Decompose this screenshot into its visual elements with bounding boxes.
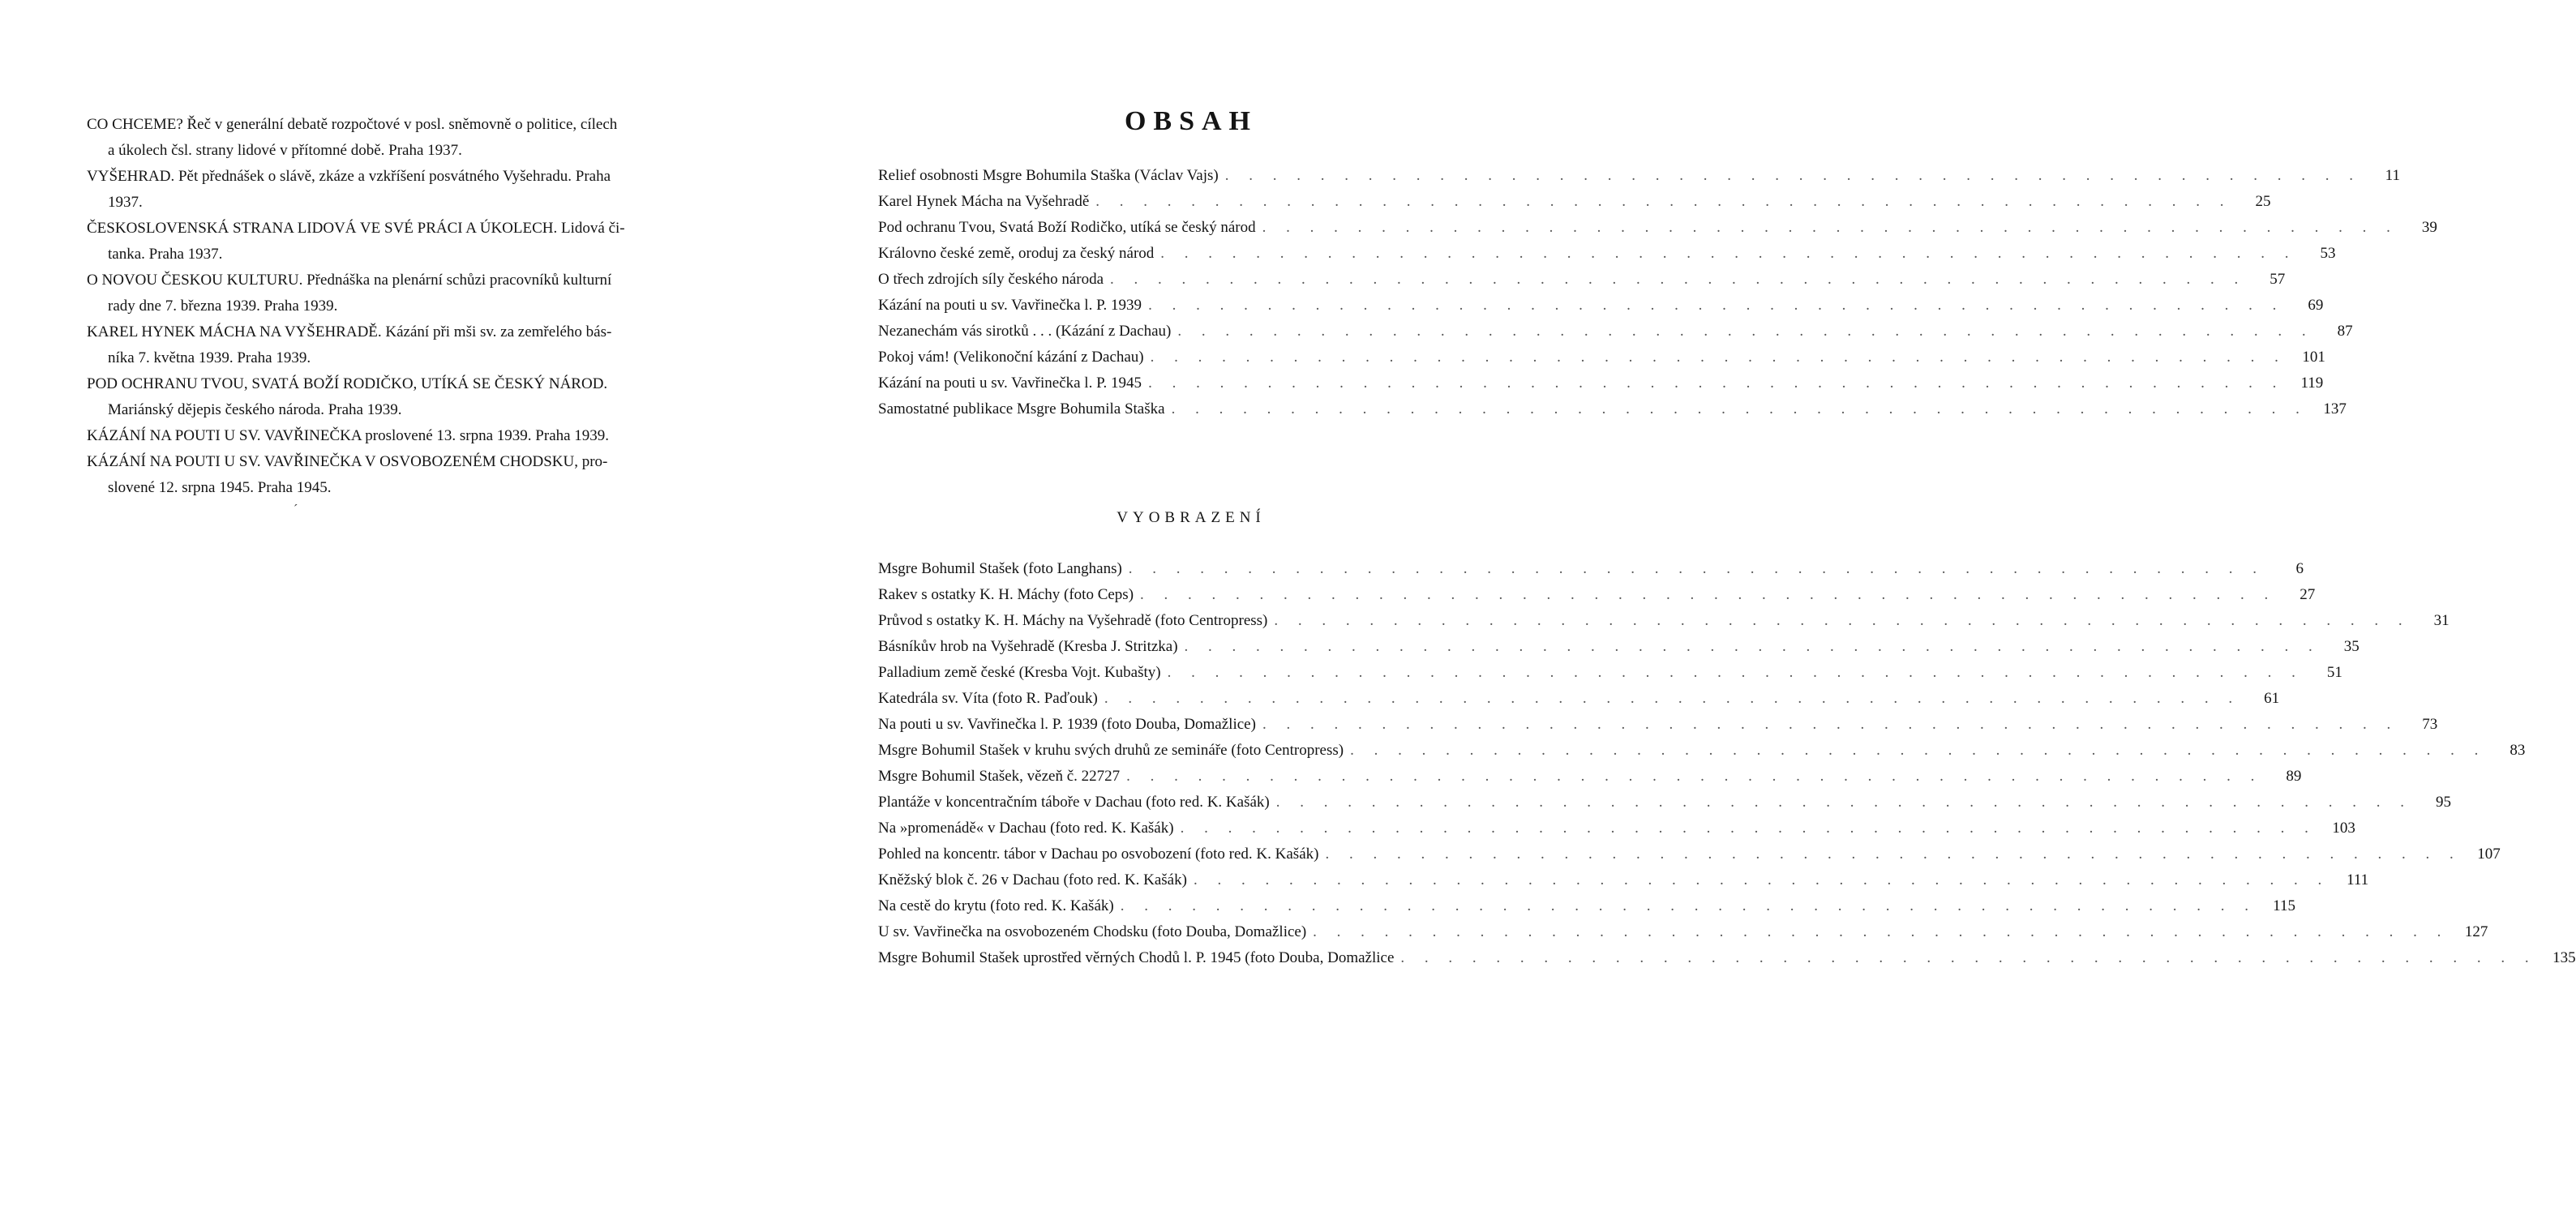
publication-list xyxy=(87,112,711,501)
entry-title: Královno české země, oroduj za český národ xyxy=(878,245,1155,262)
entry-title: Msgre Bohumil Stašek v kruhu svých druhů ze semináře (foto Centropress) xyxy=(878,742,1344,759)
page-number: 107 xyxy=(2477,846,2501,863)
dot-leader xyxy=(1306,919,2449,945)
figure-entry xyxy=(878,738,2526,764)
figure-entry xyxy=(878,556,2304,582)
publication-entry xyxy=(87,216,711,268)
publication-line-cont: 1937. xyxy=(108,194,143,211)
left-page xyxy=(87,112,711,516)
entry-title: Kázání na pouti u sv. Vavřinečka l. P. 1945 xyxy=(878,375,1142,392)
page-number: 6 xyxy=(2295,560,2304,577)
entry-title: Msgre Bohumil Stašek, vězeň č. 22727 xyxy=(878,768,1121,785)
page-number: 127 xyxy=(2464,923,2488,940)
figure-entry xyxy=(878,841,2501,867)
dot-leader xyxy=(1142,370,2284,396)
publication-entry xyxy=(87,164,711,216)
dot-leader xyxy=(1154,241,2296,267)
publication-line: KAREL HYNEK MÁCHA NA VYŠEHRADĚ. Kázání při mši sv. za zemřelého bás- xyxy=(87,323,612,340)
page-number: 11 xyxy=(2385,167,2400,184)
page-number: 115 xyxy=(2273,897,2295,914)
publication-line: KÁZÁNÍ NA POUTI U SV. VAVŘINEČKA V OSVOBOZENÉM CHODSKU, pro- xyxy=(87,453,608,470)
publication-line: O NOVOU ČESKOU KULTURU. Přednáška na plenární schůzi pracovníků kulturní xyxy=(87,272,612,289)
dot-leader xyxy=(1142,293,2284,319)
page-number: 73 xyxy=(2422,716,2438,733)
publication-line: CO CHCEME? Řeč v generální debatě rozpočtové v posl. sněmovně o politice, cílech xyxy=(87,116,618,133)
contents-entry xyxy=(878,267,2286,293)
entry-title: Pokoj vám! (Velikonoční kázání z Dachau) xyxy=(878,349,1144,366)
figure-entry xyxy=(878,712,2438,738)
publication-line-cont: tanka. Praha 1937. xyxy=(108,246,223,263)
stray-mark: ´ xyxy=(294,503,298,516)
figure-entry xyxy=(878,816,2355,841)
page-number: 137 xyxy=(2323,400,2347,417)
entry-title: Msgre Bohumil Stašek uprostřed věrných Chodů l. P. 1945 (foto Douba, Domažlice xyxy=(878,949,1395,966)
page-number: 35 xyxy=(2343,638,2360,655)
page-number: 83 xyxy=(2510,742,2526,759)
entry-title: Plantáže v koncentračním táboře v Dachau (foto red. K. Kašák) xyxy=(878,794,1270,811)
publication-entry xyxy=(87,449,711,501)
dot-leader xyxy=(1344,738,2486,764)
figure-entry xyxy=(878,608,2450,634)
figure-entry xyxy=(878,893,2295,919)
page-number: 27 xyxy=(2300,586,2316,603)
dot-leader xyxy=(1089,189,2231,215)
contents-entry xyxy=(878,319,2353,345)
page-number: 39 xyxy=(2421,219,2437,236)
contents-entry xyxy=(878,215,2437,241)
entry-title: Kněžský blok č. 26 v Dachau (foto red. K. Kašák) xyxy=(878,871,1187,888)
page-number: 87 xyxy=(2337,323,2353,340)
dot-leader xyxy=(1267,608,2410,634)
contents-title: OBSAH xyxy=(1124,106,1258,136)
page-number: 103 xyxy=(2332,820,2355,837)
figure-entry xyxy=(878,790,2451,816)
entry-title: Karel Hynek Mácha na Vyšehradě xyxy=(878,193,1090,210)
entry-title: Na pouti u sv. Vavřinečka l. P. 1939 (foto Douba, Domažlice) xyxy=(878,716,1256,733)
publication-line: KÁZÁNÍ NA POUTI U SV. VAVŘINEČKA proslovené 13. srpna 1939. Praha 1939. xyxy=(87,427,610,444)
dot-leader xyxy=(1122,556,2265,582)
figures-list xyxy=(878,556,2576,971)
publication-line-cont: rady dne 7. března 1939. Praha 1939. xyxy=(108,298,338,315)
entry-title: Básníkův hrob na Vyšehradě (Kresba J. Stritzka) xyxy=(878,638,1178,655)
publication-line-cont: Mariánský dějepis českého národa. Praha 1939. xyxy=(108,401,402,418)
page-number: 69 xyxy=(2308,297,2324,314)
publication-entry xyxy=(87,319,711,371)
figure-entry xyxy=(878,867,2369,893)
entry-title: Pohled na koncentr. tábor v Dachau po osvobození (foto red. K. Kašák) xyxy=(878,846,1319,863)
page-number: 31 xyxy=(2433,612,2450,629)
contents-entry xyxy=(878,163,2400,189)
page-number: 89 xyxy=(2286,768,2302,785)
publication-entry xyxy=(87,112,711,164)
page-number: 25 xyxy=(2255,193,2271,210)
contents-entry xyxy=(878,241,2336,267)
figure-entry xyxy=(878,660,2342,686)
dot-leader xyxy=(1394,945,2536,971)
publication-line: VYŠEHRAD. Pět přednášek o slávě, zkáze a vzkříšení posvátného Vyšehradu. Praha xyxy=(87,168,611,185)
entry-title: Samostatné publikace Msgre Bohumila Staška xyxy=(878,400,1165,417)
page-number: 135 xyxy=(2552,949,2576,966)
entry-title: Pod ochranu Tvou, Svatá Boží Rodičko, utíká se český národ xyxy=(878,219,1256,236)
entry-title: Kázání na pouti u sv. Vavřinečka l. P. 1939 xyxy=(878,297,1142,314)
dot-leader xyxy=(1178,634,2321,660)
contents-list xyxy=(878,163,2437,422)
publication-line-cont: slovené 12. srpna 1945. Praha 1945. xyxy=(108,479,332,496)
publication-line: POD OCHRANU TVOU, SVATÁ BOŽÍ RODIČKO, UTÍKÁ SE ČESKÝ NÁROD. xyxy=(87,375,608,392)
dot-leader xyxy=(1104,267,2246,293)
dot-leader xyxy=(1165,396,2308,422)
entry-title: Msgre Bohumil Stašek (foto Langhans) xyxy=(878,560,1122,577)
entry-title: Palladium země české (Kresba Vojt. Kubašty) xyxy=(878,664,1161,681)
publication-entry xyxy=(87,423,711,449)
page-number: 101 xyxy=(2302,349,2325,366)
publication-line-cont: níka 7. května 1939. Praha 1939. xyxy=(108,349,311,366)
dot-leader xyxy=(1171,319,2313,345)
page-number: 119 xyxy=(2300,375,2324,392)
entry-title: Katedrála sv. Víta (foto R. Paďouk) xyxy=(878,690,1098,707)
figure-entry xyxy=(878,634,2360,660)
page-number: 61 xyxy=(2264,690,2280,707)
dot-leader xyxy=(1219,163,2361,189)
entry-title: Průvod s ostatky K. H. Máchy na Vyšehradě (foto Centropress) xyxy=(878,612,1268,629)
contents-entry xyxy=(878,396,2347,422)
page-number: 111 xyxy=(2347,871,2369,888)
dot-leader xyxy=(1270,790,2412,816)
entry-title: Relief osobnosti Msgre Bohumila Staška (Václav Vajs) xyxy=(878,167,1219,184)
dot-leader xyxy=(1187,867,2330,893)
dot-leader xyxy=(1256,712,2398,738)
dot-leader xyxy=(1174,816,2317,841)
contents-entry xyxy=(878,345,2325,370)
dot-leader xyxy=(1134,582,2276,608)
contents-entry xyxy=(878,370,2324,396)
figure-entry xyxy=(878,764,2302,790)
entry-title: Rakev s ostatky K. H. Máchy (foto Ceps) xyxy=(878,586,1134,603)
page-number: 95 xyxy=(2435,794,2451,811)
dot-leader xyxy=(1318,841,2461,867)
figures-title: VYOBRAZENÍ xyxy=(1117,509,1266,526)
dot-leader xyxy=(1120,764,2262,790)
figure-entry xyxy=(878,582,2316,608)
dot-leader xyxy=(1256,215,2398,241)
dot-leader xyxy=(1161,660,2304,686)
figure-entry xyxy=(878,919,2488,945)
contents-entry xyxy=(878,293,2324,319)
entry-title: Na »promenádě« v Dachau (foto red. K. Kašák) xyxy=(878,820,1174,837)
figure-entry xyxy=(878,686,2280,712)
entry-title: U sv. Vavřinečka na osvobozeném Chodsku (foto Douba, Domažlice) xyxy=(878,923,1307,940)
entry-title: Na cestě do krytu (foto red. K. Kašák) xyxy=(878,897,1114,914)
contents-entry xyxy=(878,189,2271,215)
page-number: 51 xyxy=(2326,664,2342,681)
dot-leader xyxy=(1144,345,2287,370)
publication-entry xyxy=(87,268,711,319)
page-number: 57 xyxy=(2270,271,2286,288)
publication-line: ČESKOSLOVENSKÁ STRANA LIDOVÁ VE SVÉ PRÁCI A ÚKOLECH. Lidová či- xyxy=(87,220,625,237)
page-number: 53 xyxy=(2320,245,2336,262)
dot-leader xyxy=(1098,686,2240,712)
figure-entry xyxy=(878,945,2576,971)
entry-title: O třech zdrojích síly českého národa xyxy=(878,271,1104,288)
publication-line-cont: a úkolech čsl. strany lidové v přítomné době. Praha 1937. xyxy=(108,142,462,159)
publication-entry xyxy=(87,371,711,423)
dot-leader xyxy=(1114,893,2257,919)
entry-title: Nezanechám vás sirotků . . . (Kázání z Dachau) xyxy=(878,323,1172,340)
